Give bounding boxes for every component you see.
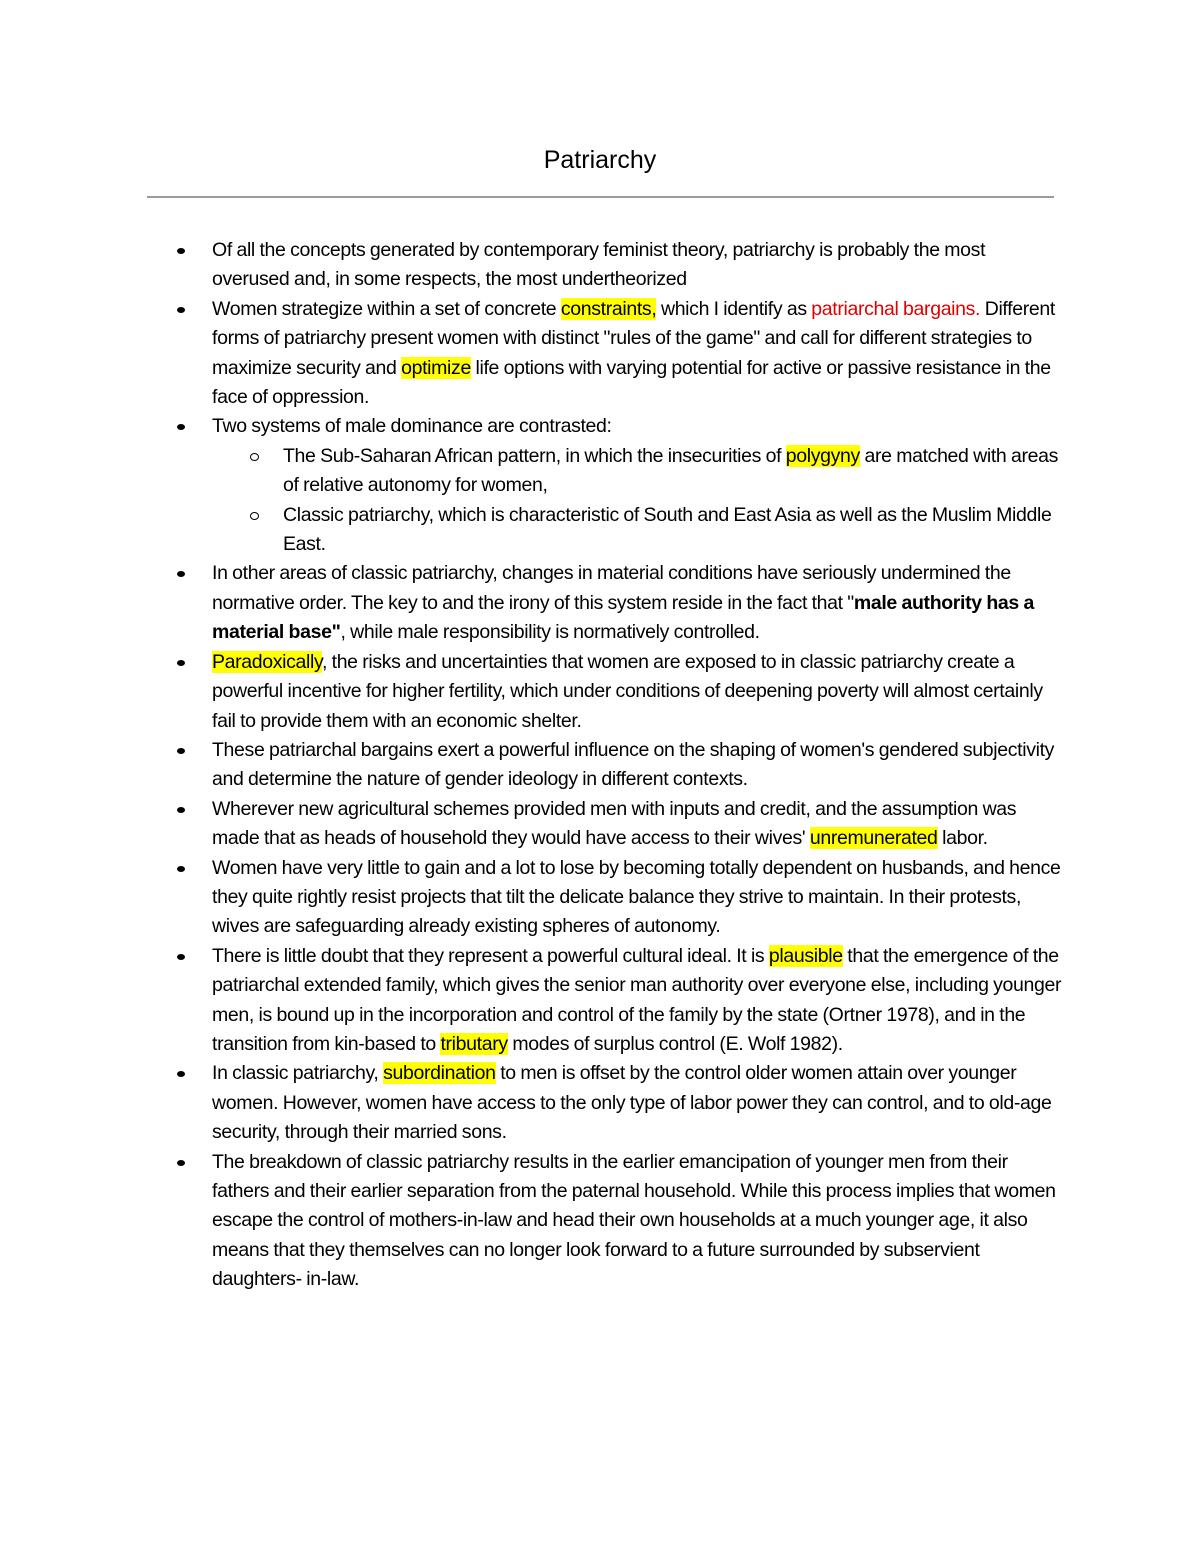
item-text: labor. [937,827,988,850]
item-text: , while male responsibility is normatively controlled. [340,621,760,644]
item-text: There is little doubt that they represent a powerful cultural ideal. It is [212,944,769,967]
bullet-icon [177,807,185,813]
bullet-icon [177,424,185,430]
bullet-icon [177,571,185,577]
item-text: Of all the concepts generated by contemporary feminist theory, patriarchy is probably the most overused and, in some respects, the most undertheorized [212,239,986,291]
list-item [212,295,1064,413]
list-item [212,942,1064,1060]
bold-phrase: male authority has a material base" [212,591,1034,644]
highlighted-term: polygyny [785,444,860,467]
list-item [212,648,1064,736]
item-text: The breakdown of classic patriarchy results in the earlier emancipation of younger men from their fathers and their earlier separation from the paternal household. While this process implies that women escape the control of mothers-in-law and head their own households at a much younger age, it also means that they themselves can no longer look forward to a future surrounded by subservient daughters- in-law. [212,1150,1056,1291]
highlighted-term: plausible [768,944,843,967]
item-text: These patriarchal bargains exert a powerful influence on the shaping of women's gendered subjectivity and determine the nature of gender ideology in different contexts. [212,738,1055,791]
bullet-icon [177,1071,185,1077]
sub-list-item [283,501,1064,560]
item-text: Different forms of patriarchy present women with distinct "rules of the game" and call for different strategies to maximize security and [212,297,1055,379]
list-item [212,412,1064,559]
bullet-icon [177,954,185,960]
list-item [212,1148,1064,1295]
item-text: to men is offset by the control older women attain over younger women. However, women have access to the only type of labor power they can control, and to old-age security, through their married sons. [212,1062,1052,1144]
item-text: are matched with areas of relative autonomy for women, [283,444,1058,497]
bullet-icon [177,660,185,666]
sub-list [212,442,1064,560]
bullet-icon [177,307,185,313]
bullet-icon [177,866,185,872]
red-term: patriarchal bargains. [811,297,981,320]
highlighted-term: Paradoxically [212,650,322,673]
item-text: modes of surplus control (E. Wolf 1982). [507,1032,843,1055]
list-item [212,854,1064,942]
item-text: Two systems of male dominance are contrasted: [212,415,612,438]
item-text: life options with varying potential for active or passive resistance in the face of oppression. [212,356,1051,409]
circle-bullet-icon [250,453,259,461]
list-item [212,1059,1064,1147]
list-item [212,795,1064,854]
item-text: that the emergence of the patriarchal extended family, which gives the senior man authority over everyone else, including younger men, is bound up in the incorporation and control of the family by the state (Ortner 1978), and in the transition from kin-based to [212,944,1062,1055]
item-text: In other areas of classic patriarchy, changes in material conditions have seriously undermined the normative order. The key to and the irony of this system reside in the fact that " [212,562,1011,614]
list-item [212,736,1064,795]
item-text: Women strategize within a set of concrete [212,297,561,320]
page-title: Patriarchy [543,146,657,174]
title-divider [147,196,1054,198]
bullet-icon [177,248,185,254]
bullet-icon [177,1160,185,1166]
item-text: In classic patriarchy, [212,1062,384,1085]
list-item [212,559,1064,647]
list-item [212,236,1064,295]
circle-bullet-icon [250,512,259,520]
item-text: which I identify as [656,297,812,320]
item-text: Women have very little to gain and a lot to lose by becoming totally dependent on husbands, and hence they quite rightly resist projects that tilt the delicate balance they strive to maintain. In their protests, wives are safeguarding already existing spheres of autonomy. [212,856,1061,938]
highlighted-term: constraints, [560,297,657,320]
highlighted-term: optimize [401,356,471,379]
bullet-list [0,236,1200,1295]
sub-list-item [283,442,1064,501]
highlighted-term: subordination [383,1062,496,1085]
highlighted-term: tributary [440,1032,508,1055]
bullet-icon [177,748,185,754]
item-text: Wherever new agricultural schemes provided men with inputs and credit, and the assumption was made that as heads of household they would have access to their wives' [212,797,1017,850]
item-text: Classic patriarchy, which is characteristic of South and East Asia as well as the Muslim Middle East. [283,503,1052,556]
item-text: , the risks and uncertainties that women are exposed to in classic patriarchy create a powerful incentive for higher fertility, which under conditions of deepening poverty will almost certainly fail to provide them with an economic shelter. [212,650,1043,732]
highlighted-term: unremunerated [809,827,938,850]
item-text: The Sub-Saharan African pattern, in which the insecurities of [283,444,786,467]
